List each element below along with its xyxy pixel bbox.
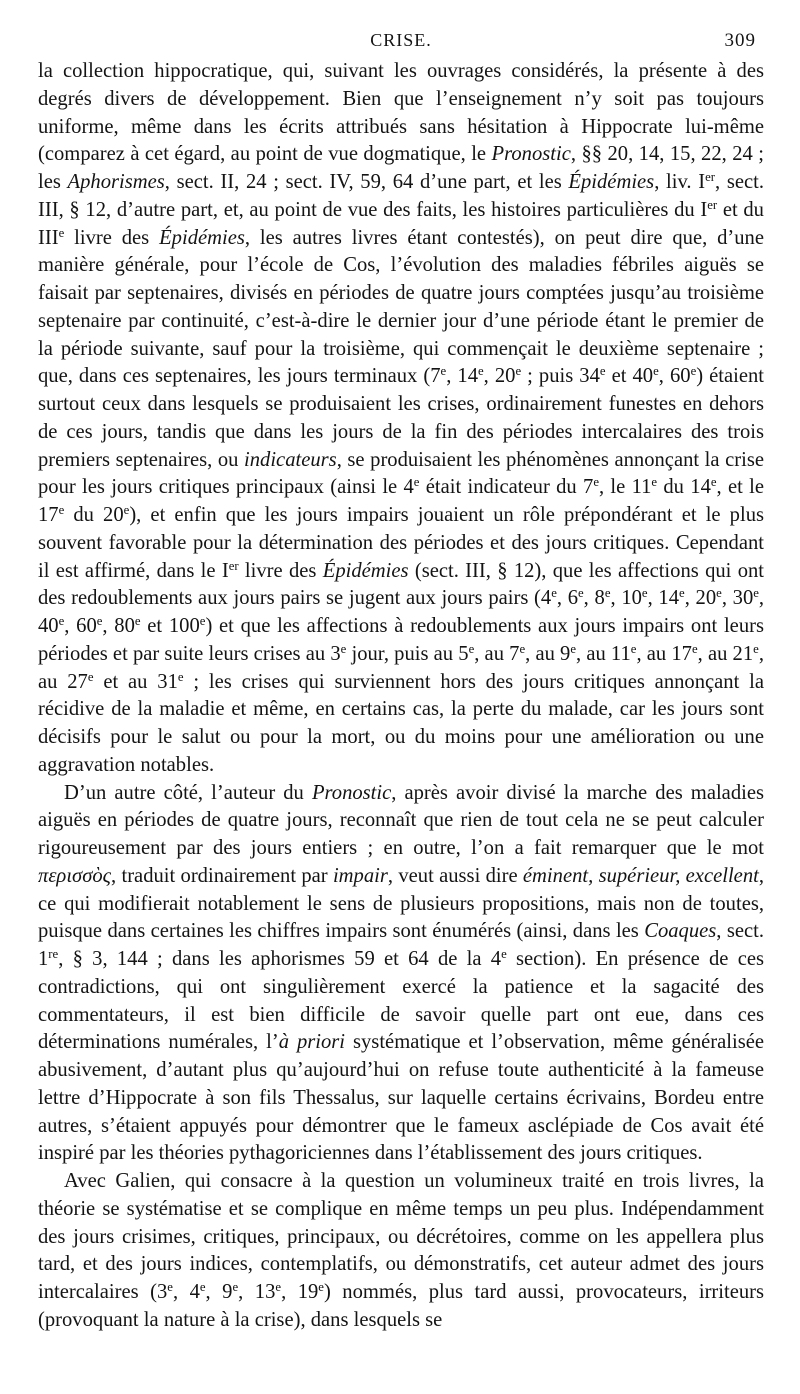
ordinal-superscript: e — [570, 641, 577, 656]
paragraph — [38, 58, 764, 780]
ordinal-superscript: e — [134, 613, 141, 628]
text-run: jour, puis au 5 — [346, 642, 469, 665]
ordinal-superscript: e — [478, 364, 484, 379]
ordinal-superscript: e — [593, 475, 599, 490]
italic-text: à priori — [278, 1031, 346, 1054]
text-run: , après avoir divisé la marche des maladies aiguës en périodes de quatre jours, reconnaît que rien de tout cela ne se peut calculer rigoureusement par des jours entiers ; en outre, l’on a fait remarquer que le mot — [38, 781, 764, 859]
ordinal-superscript: e — [468, 641, 475, 656]
text-run: , ce qui modifierait notablement le sens de plusieurs propositions, mais non de toutes, puisque dans certaines les chiffres impairs sont énumérés (ainsi, dans les — [38, 864, 764, 943]
text-run: , 19 — [281, 1281, 319, 1303]
ordinal-superscript: e — [578, 586, 584, 601]
ordinal-superscript: e — [690, 364, 697, 379]
ordinal-superscript: e — [651, 475, 658, 490]
text-run: , au 27 — [38, 642, 764, 693]
text-run: , sect. II, 24 ; sect. IV, 59, 64 d’une part, et les — [164, 171, 569, 193]
text-run: section). En présence de ces contradictions, qui ont singulièrement exercé la patience et la sagacité des commentateurs, il est bien difficile de savoir quelle part ont eue, dans ces déterminations numérales, l’ — [38, 948, 764, 1054]
paragraph — [38, 1168, 764, 1335]
text-run: , traduit ordinairement par — [111, 864, 333, 887]
text-run: , se produisaient les phénomènes annonçant la crise pour les jours critiques principaux (ainsi le 4 — [38, 448, 764, 499]
ordinal-superscript: er — [228, 558, 239, 573]
page-number: 309 — [724, 30, 756, 51]
text-run: , au 21 — [697, 642, 754, 665]
ordinal-superscript: re — [48, 946, 59, 961]
text-run: Avec Galien, qui consacre à la question un volumineux traité en trois livres, la théorie se systématise et se complique en même temps un peu plus. Indépendamment des jours crisimes, critiques, principaux, ou décrétoires, comme on les appellera plus tard, et des jours indices, contemplatifs, ou démonstratifs, cet auteur admet des jours intercalaires (3 — [38, 1170, 764, 1303]
italic-text: indicateurs — [244, 448, 337, 471]
text-run: , 9 — [205, 1281, 233, 1303]
italic-text: Épidémies — [568, 171, 655, 193]
ordinal-superscript: e — [232, 1279, 239, 1294]
text-run: , 13 — [238, 1281, 276, 1303]
ordinal-superscript: e — [630, 641, 637, 656]
ordinal-superscript: e — [753, 586, 759, 601]
ordinal-superscript: er — [705, 169, 716, 184]
text-run: , liv. I — [654, 171, 706, 193]
text-run: ) et que les affections à redoublements aux jours impairs ont leurs périodes et par suite leurs crises au 3 — [38, 615, 764, 665]
text-run: du 20 — [64, 504, 124, 526]
text-run: et au 31 — [93, 670, 178, 693]
text-run: , 14 — [647, 587, 680, 610]
text-run: D’un autre côté, l’auteur du — [64, 781, 312, 804]
italic-text: impair — [332, 864, 388, 887]
italic-text: περισσὸς — [38, 864, 112, 887]
text-run: ; les crises qui surviennent hors des jours critiques annonçant la récidive de la maladie et même, en certains cas, la perte du malade, car les jours sont décisifs pour le salut ou pour la mort, ou du moins pour une amélioration ou une aggravation notables. — [38, 670, 764, 776]
text-run: , 60 — [658, 365, 691, 388]
text-run: , 80 — [102, 615, 135, 637]
text-run: , le 11 — [598, 476, 652, 499]
running-head — [38, 28, 764, 58]
ordinal-superscript: e — [58, 225, 65, 240]
italic-text: Épidémies — [322, 559, 409, 582]
text-run: livre des — [64, 226, 160, 249]
text-run: , et le 17 — [38, 476, 765, 526]
text-run: et 100 — [140, 615, 200, 637]
italic-text: Aphorismes — [67, 171, 165, 193]
text-run: , 20 — [684, 587, 717, 610]
text-run: systématique et l’observation, même généralisée abusivement, d’autant plus qu’aujourd’hui on refuse toute authenticité à la fameuse lettre d’Hippocrate à son fils Thessalus, sur laquelle certains écrivains, Bordeu entre autres, s’étaient appuyés pour démontrer que le fameux asclépiade de Cos avait été inspiré par les théories pythagoriciennes dans l’établissement des jours critiques. — [38, 1031, 764, 1165]
text-run: ) étaient surtout ceux dans lesquels se produisaient les crises, ordinairement funestes en dehors de ces jours, tandis que dans les jours de la fin des périodes intercalaires des trois premiers septenaires, ou — [38, 365, 765, 471]
paragraph — [38, 780, 764, 1169]
ordinal-superscript: e — [413, 475, 420, 490]
italic-text: éminent, supérieur, excellent — [522, 864, 759, 887]
ordinal-superscript: e — [58, 613, 65, 628]
text-run: ), et enfin que les jours impairs jouaient un rôle prépondérant et le plus souvent favorable pour la détermination des périodes et des jours critiques. Cependant il est affirmé, dans le I — [38, 504, 765, 582]
ordinal-superscript: e — [716, 586, 722, 601]
text-run: , 10 — [610, 587, 642, 610]
ordinal-superscript: e — [440, 364, 447, 379]
ordinal-superscript: e — [599, 364, 606, 379]
ordinal-superscript: e — [58, 502, 65, 517]
text-run: , 20 — [483, 365, 516, 388]
italic-text: Pronostic — [491, 143, 571, 166]
text-run: , au 11 — [576, 642, 631, 665]
text-run: , au 7 — [474, 642, 520, 665]
text-run: , sect. 1 — [38, 920, 765, 970]
text-run: , au 9 — [525, 642, 571, 665]
ordinal-superscript: e — [318, 1279, 324, 1294]
text-run: , veut aussi dire — [387, 864, 523, 887]
text-run: était indicateur du 7 — [419, 476, 594, 499]
ordinal-superscript: e — [199, 1279, 206, 1294]
text-run: , 60 — [64, 615, 97, 637]
text-run: et du III — [38, 198, 764, 249]
text-run: , 6 — [556, 587, 578, 610]
ordinal-superscript: e — [501, 946, 507, 961]
ordinal-superscript: e — [551, 586, 557, 601]
running-title: CRISE. — [370, 30, 432, 50]
text-run: ; puis 34 — [521, 365, 600, 388]
ordinal-superscript: e — [519, 641, 526, 656]
ordinal-superscript: e — [653, 364, 659, 379]
text-run: , les autres livres étant contestés), on peut dire que, d’une manière générale, pour l’école de Cos, l’évolution des maladies fébriles aiguës se faisait par septenaires, divisés en périodes de quatre jours comptées jusqu’au troisième septenaire par continuité, c’est-à-dire le dernier jour d’une période étant le premier de la période suivante, sauf pour la troisième, qui commençait le deuxième septenaire ; que, dans ces septenaires, les jours terminaux (7 — [38, 226, 764, 388]
text-run: et 40 — [605, 365, 654, 388]
ordinal-superscript: e — [604, 586, 611, 601]
ordinal-superscript: e — [679, 586, 685, 601]
text-run: , 30 — [721, 587, 754, 610]
italic-text: Coaques — [644, 920, 717, 943]
italic-text: Pronostic — [311, 781, 392, 804]
text-run: , au 17 — [636, 642, 692, 665]
ordinal-superscript: e — [96, 613, 103, 628]
italic-text: Épidémies — [159, 226, 245, 249]
text-run: , 14 — [446, 365, 478, 388]
text-run: , § 3, 144 ; dans les aphorismes 59 et 64 de la 4 — [58, 948, 502, 970]
text-run: , 4 — [172, 1281, 200, 1303]
ordinal-superscript: e — [753, 641, 759, 656]
ordinal-superscript: e — [340, 641, 347, 656]
text-run: ) nommés, plus tard aussi, provocateurs, irriteurs (provoquant la nature à la crise), dans lesquels se — [38, 1281, 765, 1331]
text-run: la collection hippocratique, qui, suivant les ouvrages considérés, la présente à des degrés divers de développement. Bien que l’enseignement n’y soit pas toujours uniforme, même dans les écrits attribués sans hésitation à Hippocrate lui-même (comparez à cet égard, au point de vue dogmatique, le — [38, 60, 764, 166]
ordinal-superscript: e — [177, 669, 184, 684]
ordinal-superscript: e — [691, 641, 698, 656]
ordinal-superscript: e — [275, 1279, 282, 1294]
text-run: , §§ 20, 14, 15, 22, 24 ; les — [38, 143, 764, 193]
ordinal-superscript: er — [707, 197, 718, 212]
body-text — [38, 58, 764, 1335]
ordinal-superscript: e — [515, 364, 522, 379]
ordinal-superscript: e — [199, 613, 206, 628]
text-run: (sect. III, § 12), que les affections qui ont des redoublements aux jours pairs se jugent aux jours pairs (4 — [38, 559, 765, 610]
ordinal-superscript: e — [710, 475, 717, 490]
ordinal-superscript: e — [641, 586, 648, 601]
ordinal-superscript: e — [87, 669, 94, 684]
text-run: , 40 — [38, 587, 765, 637]
text-run: livre des — [238, 559, 323, 582]
text-run: , 8 — [583, 587, 605, 610]
text-run: du 14 — [657, 476, 711, 499]
ordinal-superscript: e — [123, 502, 130, 517]
ordinal-superscript: e — [167, 1279, 173, 1294]
text-run: , sect. III, § 12, d’autre part, et, au point de vue des faits, les histoires particulières du I — [38, 171, 764, 221]
